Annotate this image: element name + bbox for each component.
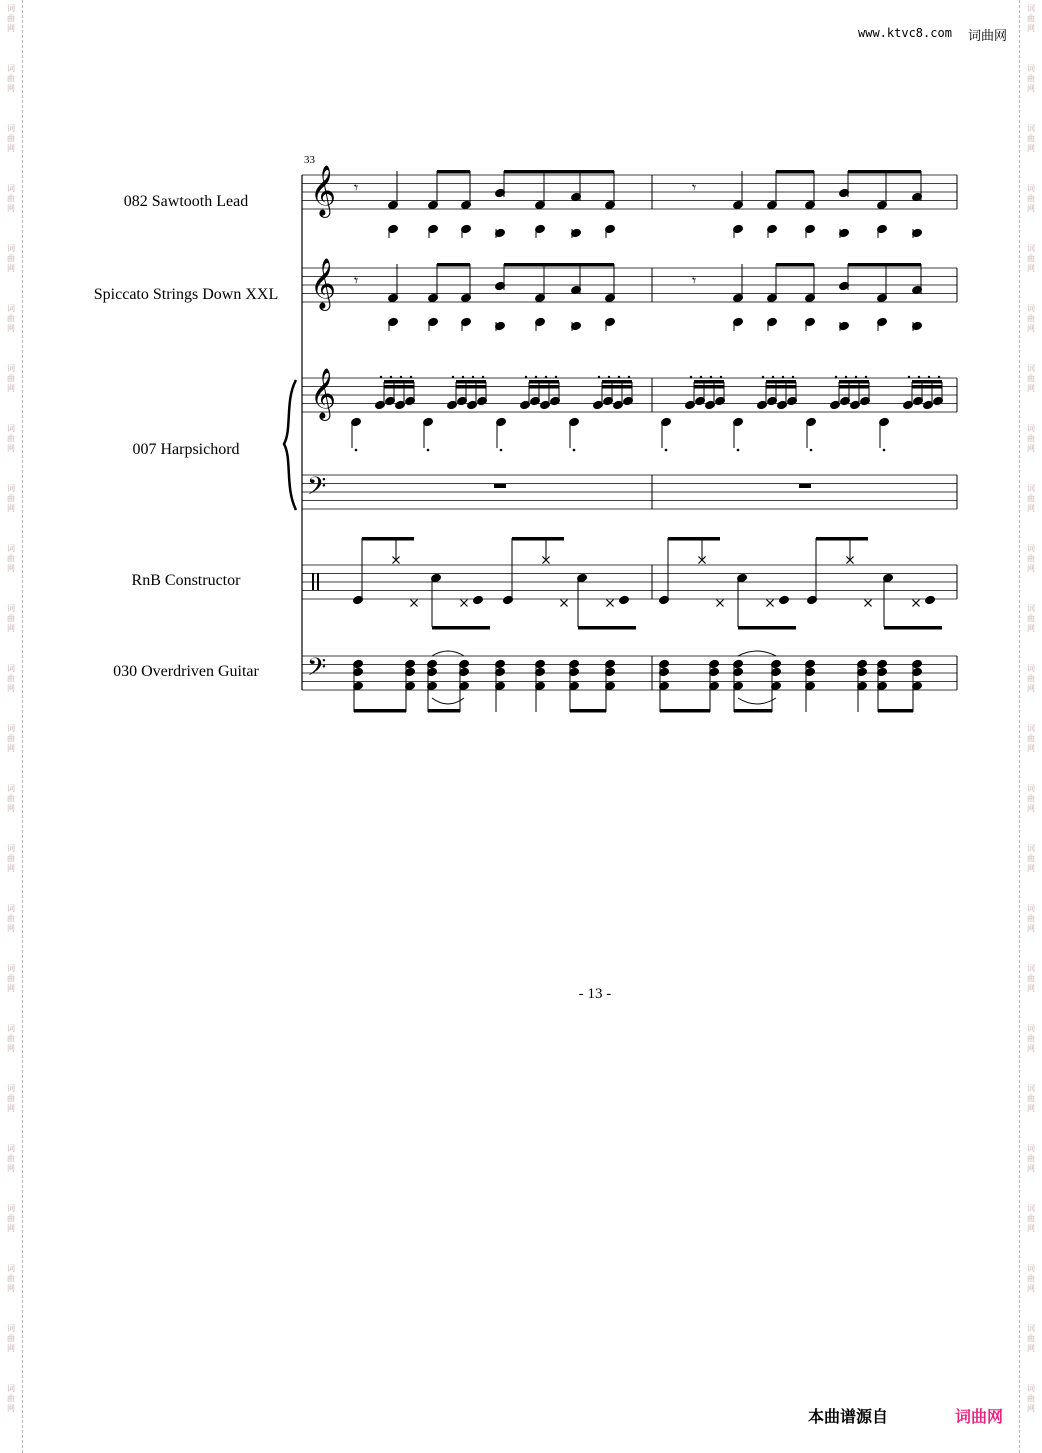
watermark-glyph: 曲 — [7, 1334, 15, 1343]
tie — [738, 698, 776, 704]
beam — [512, 537, 564, 541]
beam — [884, 626, 942, 630]
watermark-glyph: 网 — [7, 1044, 15, 1053]
watermark-glyph: 曲 — [1027, 14, 1035, 23]
watermark-glyph: 词 — [1027, 424, 1035, 433]
watermark-glyph: 词 — [7, 304, 15, 313]
watermark-glyph: 网 — [7, 504, 15, 513]
watermark-glyph: 曲 — [7, 734, 15, 743]
cross-notehead — [607, 600, 614, 607]
watermark-glyph: 网 — [1027, 744, 1035, 753]
watermark-glyph: 网 — [7, 1404, 15, 1413]
watermark-glyph: 词 — [1027, 184, 1035, 193]
tie — [432, 651, 464, 656]
beam — [504, 263, 614, 267]
watermark-glyph: 网 — [7, 1104, 15, 1113]
watermark-glyph: 曲 — [7, 14, 15, 23]
footer-brand[interactable]: 词曲网 — [955, 1407, 1004, 1426]
watermark-glyph: 词 — [7, 364, 15, 373]
beam — [816, 537, 868, 541]
staccato-dot — [835, 376, 837, 378]
beam — [529, 385, 559, 389]
piano-brace — [284, 380, 296, 510]
staccato-dot — [883, 449, 886, 452]
beam — [578, 626, 636, 630]
staccato-dot — [865, 376, 867, 378]
beam — [529, 380, 559, 384]
watermark-glyph: 词 — [1027, 664, 1035, 673]
staccato-dot — [608, 376, 610, 378]
watermark-glyph: 词 — [7, 844, 15, 853]
watermark-glyph: 网 — [1027, 624, 1035, 633]
watermark-glyph: 词 — [1027, 64, 1035, 73]
site-url[interactable]: www.ktvc8.com — [858, 26, 952, 40]
beam — [776, 263, 814, 267]
watermark-glyph: 词 — [7, 1384, 15, 1393]
cross-notehead — [717, 600, 724, 607]
watermark-glyph: 词 — [7, 784, 15, 793]
beam — [432, 626, 490, 630]
staccato-dot — [380, 376, 382, 378]
watermark-glyph: 曲 — [7, 554, 15, 563]
instrument-label-lead: 082 Sawtooth Lead — [123, 193, 249, 210]
watermark-glyph: 网 — [7, 624, 15, 633]
staccato-dot — [855, 376, 857, 378]
watermark-glyph: 网 — [1027, 864, 1035, 873]
watermark-glyph: 网 — [1027, 24, 1035, 33]
watermark-glyph: 词 — [7, 1024, 15, 1033]
watermark-glyph: 曲 — [7, 314, 15, 323]
treble-clef: 𝄞 — [310, 165, 337, 216]
beam — [384, 380, 414, 384]
watermark-glyph: 曲 — [1027, 1334, 1035, 1343]
kick-note — [619, 595, 630, 605]
beam — [437, 263, 470, 267]
watermark-glyph: 词 — [1027, 304, 1035, 313]
instrument-label-guitar: 030 Overdriven Guitar — [113, 663, 259, 680]
tie — [432, 698, 464, 704]
staccato-dot — [482, 376, 484, 378]
cross-notehead — [913, 600, 920, 607]
watermark-glyph: 曲 — [7, 1094, 15, 1103]
watermark-glyph: 网 — [7, 1284, 15, 1293]
staccato-dot — [628, 376, 630, 378]
watermark-glyph: 词 — [1027, 1024, 1035, 1033]
watermark-glyph: 词 — [7, 604, 15, 613]
watermark-glyph: 词 — [1027, 364, 1035, 373]
watermark-glyph: 曲 — [1027, 194, 1035, 203]
watermark-glyph: 网 — [1027, 1284, 1035, 1293]
watermark-glyph: 词 — [1027, 544, 1035, 553]
beam — [766, 385, 796, 389]
watermark-glyph: 网 — [7, 864, 15, 873]
staccato-dot — [618, 376, 620, 378]
beam — [848, 263, 921, 267]
watermark-glyph: 词 — [1027, 1384, 1035, 1393]
staccato-dot — [545, 376, 547, 378]
beam — [912, 380, 942, 384]
staccato-dot — [525, 376, 527, 378]
beam — [456, 380, 486, 384]
beam — [848, 170, 921, 174]
staccato-dot — [918, 376, 920, 378]
cross-notehead — [461, 600, 468, 607]
watermark-glyph: 词 — [7, 64, 15, 73]
watermark-glyph: 曲 — [1027, 1214, 1035, 1223]
watermark-glyph: 词 — [7, 424, 15, 433]
beam — [354, 709, 406, 713]
instrument-label-harpsichord: 007 Harpsichord — [132, 441, 240, 458]
watermark-glyph: 曲 — [1027, 1034, 1035, 1043]
beam — [694, 385, 724, 389]
instrument-label-drums: RnB Constructor — [131, 572, 241, 589]
watermark-glyph: 曲 — [1027, 794, 1035, 803]
watermark-glyph: 词 — [7, 1084, 15, 1093]
eighth-rest: 𝄾 — [354, 271, 359, 290]
site-name: 词曲网 — [968, 29, 1008, 44]
treble-clef: 𝄞 — [310, 368, 337, 419]
watermark-glyph: 曲 — [7, 794, 15, 803]
watermark-glyph: 曲 — [7, 134, 15, 143]
watermark-glyph: 词 — [1027, 724, 1035, 733]
staccato-dot — [665, 449, 668, 452]
beam — [912, 385, 942, 389]
watermark-glyph: 网 — [1027, 144, 1035, 153]
bass-clef: 𝄢 — [307, 472, 327, 507]
watermark-glyph: 词 — [7, 724, 15, 733]
treble-clef: 𝄞 — [310, 258, 337, 309]
watermark-glyph: 曲 — [7, 194, 15, 203]
watermark-glyph: 词 — [1027, 1324, 1035, 1333]
watermark-glyph: 网 — [1027, 324, 1035, 333]
watermark-glyph: 网 — [7, 744, 15, 753]
watermark-glyph: 曲 — [7, 434, 15, 443]
staccato-dot — [782, 376, 784, 378]
instrument-label-strings: Spiccato Strings Down XXL — [93, 286, 279, 303]
watermark-glyph: 网 — [1027, 684, 1035, 693]
watermark-glyph: 曲 — [1027, 974, 1035, 983]
watermark-glyph: 网 — [7, 1344, 15, 1353]
watermark-glyph: 词 — [1027, 1204, 1035, 1213]
watermark-glyph: 网 — [1027, 924, 1035, 933]
kick-note — [779, 595, 790, 605]
beam — [738, 626, 796, 630]
watermark-glyph: 词 — [1027, 1084, 1035, 1093]
watermark-glyph: 词 — [1027, 784, 1035, 793]
watermark-glyph: 曲 — [1027, 554, 1035, 563]
staccato-dot — [845, 376, 847, 378]
staccato-dot — [500, 449, 503, 452]
staccato-dot — [573, 449, 576, 452]
staccato-dot — [720, 376, 722, 378]
eighth-rest: 𝄾 — [354, 178, 359, 197]
watermark-glyph: 网 — [7, 264, 15, 273]
watermark-glyph: 网 — [1027, 1344, 1035, 1353]
kick-note — [925, 595, 936, 605]
watermark-glyph: 网 — [1027, 384, 1035, 393]
watermark-glyph: 曲 — [1027, 674, 1035, 683]
staccato-dot — [452, 376, 454, 378]
beam — [437, 170, 470, 174]
watermark-glyph: 网 — [1027, 984, 1035, 993]
page-number: - 13 - — [578, 986, 612, 1002]
watermark-glyph: 词 — [1027, 844, 1035, 853]
staccato-dot — [472, 376, 474, 378]
percussion-clef — [317, 573, 319, 590]
watermark-glyph: 词 — [1027, 1264, 1035, 1273]
watermark-glyph: 曲 — [1027, 734, 1035, 743]
staccato-dot — [938, 376, 940, 378]
watermark-glyph: 网 — [1027, 204, 1035, 213]
watermark-glyph: 曲 — [7, 1274, 15, 1283]
watermark-glyph: 词 — [7, 484, 15, 493]
watermark-glyph: 曲 — [1027, 854, 1035, 863]
beam — [694, 380, 724, 384]
beam — [776, 170, 814, 174]
watermark-glyph: 网 — [7, 144, 15, 153]
beam — [602, 385, 632, 389]
beam — [504, 170, 614, 174]
watermark-glyph: 词 — [7, 1204, 15, 1213]
watermark-glyph: 词 — [7, 1264, 15, 1273]
watermark-glyph: 曲 — [7, 914, 15, 923]
cross-notehead — [865, 600, 872, 607]
watermark-glyph: 网 — [1027, 1044, 1035, 1053]
watermark-glyph: 网 — [7, 24, 15, 33]
staccato-dot — [690, 376, 692, 378]
watermark-glyph: 网 — [1027, 1104, 1035, 1113]
watermark-glyph: 曲 — [1027, 914, 1035, 923]
beam — [384, 385, 414, 389]
watermark-glyph: 网 — [7, 384, 15, 393]
watermark-glyph: 网 — [7, 1224, 15, 1233]
watermark-glyph: 网 — [1027, 1164, 1035, 1173]
watermark-glyph: 网 — [1027, 264, 1035, 273]
watermark-glyph: 曲 — [1027, 1154, 1035, 1163]
percussion-clef — [312, 573, 314, 590]
cross-notehead — [767, 600, 774, 607]
watermark-glyph: 网 — [1027, 1404, 1035, 1413]
watermark-glyph: 曲 — [1027, 314, 1035, 323]
watermark-glyph: 曲 — [7, 614, 15, 623]
beam — [766, 380, 796, 384]
watermark-glyph: 网 — [1027, 564, 1035, 573]
watermark-glyph: 词 — [1027, 484, 1035, 493]
watermark-glyph: 曲 — [7, 374, 15, 383]
watermark-glyph: 词 — [1027, 1144, 1035, 1153]
cross-notehead — [411, 600, 418, 607]
watermark-glyph: 曲 — [1027, 494, 1035, 503]
footer-source-label: 本曲谱源自 — [808, 1407, 889, 1426]
watermark-glyph: 网 — [7, 84, 15, 93]
watermark-glyph: 曲 — [1027, 1274, 1035, 1283]
beam — [428, 709, 460, 713]
eighth-rest: 𝄾 — [692, 271, 697, 290]
watermark-glyph: 曲 — [7, 74, 15, 83]
watermark-glyph: 词 — [7, 124, 15, 133]
staccato-dot — [355, 449, 358, 452]
staccato-dot — [928, 376, 930, 378]
watermark-glyph: 网 — [7, 204, 15, 213]
kick-note — [473, 595, 484, 605]
watermark-glyph: 网 — [7, 564, 15, 573]
watermark-glyph: 词 — [7, 904, 15, 913]
beam — [456, 385, 486, 389]
watermark-glyph: 网 — [7, 804, 15, 813]
staccato-dot — [792, 376, 794, 378]
watermark-glyph: 曲 — [1027, 1094, 1035, 1103]
watermark-glyph: 网 — [7, 924, 15, 933]
watermark-glyph: 网 — [1027, 1224, 1035, 1233]
staccato-dot — [427, 449, 430, 452]
staccato-dot — [462, 376, 464, 378]
watermark-glyph: 词 — [1027, 244, 1035, 253]
staccato-dot — [772, 376, 774, 378]
staccato-dot — [410, 376, 412, 378]
bass-clef: 𝄢 — [307, 653, 327, 688]
cross-notehead — [561, 600, 568, 607]
staccato-dot — [700, 376, 702, 378]
beam — [660, 709, 710, 713]
tie — [738, 651, 776, 656]
watermark-glyph: 曲 — [7, 674, 15, 683]
watermark-glyph: 网 — [7, 324, 15, 333]
watermark-glyph: 曲 — [7, 974, 15, 983]
staccato-dot — [737, 449, 740, 452]
watermark-glyph: 曲 — [1027, 254, 1035, 263]
watermark-glyph: 词 — [1027, 124, 1035, 133]
watermark-glyph: 词 — [1027, 604, 1035, 613]
watermark-glyph: 网 — [1027, 804, 1035, 813]
watermark-glyph: 词 — [7, 544, 15, 553]
watermark-glyph: 曲 — [7, 854, 15, 863]
watermark-glyph: 曲 — [7, 1214, 15, 1223]
watermark-glyph: 词 — [7, 184, 15, 193]
measure-number: 33 — [304, 154, 315, 166]
watermark-glyph: 网 — [7, 984, 15, 993]
staccato-dot — [598, 376, 600, 378]
watermark-glyph: 网 — [7, 1164, 15, 1173]
watermark-glyph: 曲 — [7, 254, 15, 263]
watermark-glyph: 词 — [7, 1144, 15, 1153]
watermark-glyph: 词 — [7, 664, 15, 673]
watermark-glyph: 网 — [1027, 444, 1035, 453]
watermark-glyph: 曲 — [7, 1154, 15, 1163]
beam — [878, 709, 913, 713]
watermark-glyph: 曲 — [1027, 1394, 1035, 1403]
staccato-dot — [710, 376, 712, 378]
beam — [668, 537, 720, 541]
beam — [602, 380, 632, 384]
watermark-glyph: 曲 — [7, 1394, 15, 1403]
watermark-glyph: 词 — [7, 4, 15, 13]
watermark-glyph: 词 — [1027, 4, 1035, 13]
whole-rest — [494, 484, 506, 488]
staccato-dot — [555, 376, 557, 378]
beam — [570, 709, 606, 713]
watermark-glyph: 曲 — [1027, 374, 1035, 383]
staccato-dot — [810, 449, 813, 452]
staccato-dot — [535, 376, 537, 378]
staccato-dot — [762, 376, 764, 378]
staccato-dot — [908, 376, 910, 378]
watermark-glyph: 词 — [1027, 904, 1035, 913]
watermark-glyph: 词 — [7, 964, 15, 973]
watermark-glyph: 词 — [7, 244, 15, 253]
beam — [839, 385, 869, 389]
whole-rest — [799, 484, 811, 488]
watermark-glyph: 词 — [7, 1324, 15, 1333]
beam — [839, 380, 869, 384]
watermark-glyph: 网 — [7, 444, 15, 453]
watermark-glyph: 词 — [1027, 964, 1035, 973]
watermark-glyph: 曲 — [7, 1034, 15, 1043]
watermark-glyph: 曲 — [1027, 434, 1035, 443]
watermark-glyph: 曲 — [1027, 134, 1035, 143]
watermark-glyph: 网 — [7, 684, 15, 693]
staccato-dot — [400, 376, 402, 378]
watermark-glyph: 网 — [1027, 504, 1035, 513]
beam — [362, 537, 414, 541]
beam — [734, 709, 772, 713]
watermark-glyph: 曲 — [1027, 74, 1035, 83]
staccato-dot — [390, 376, 392, 378]
watermark-glyph: 曲 — [7, 494, 15, 503]
watermark-glyph: 曲 — [1027, 614, 1035, 623]
eighth-rest: 𝄾 — [692, 178, 697, 197]
watermark-glyph: 网 — [1027, 84, 1035, 93]
